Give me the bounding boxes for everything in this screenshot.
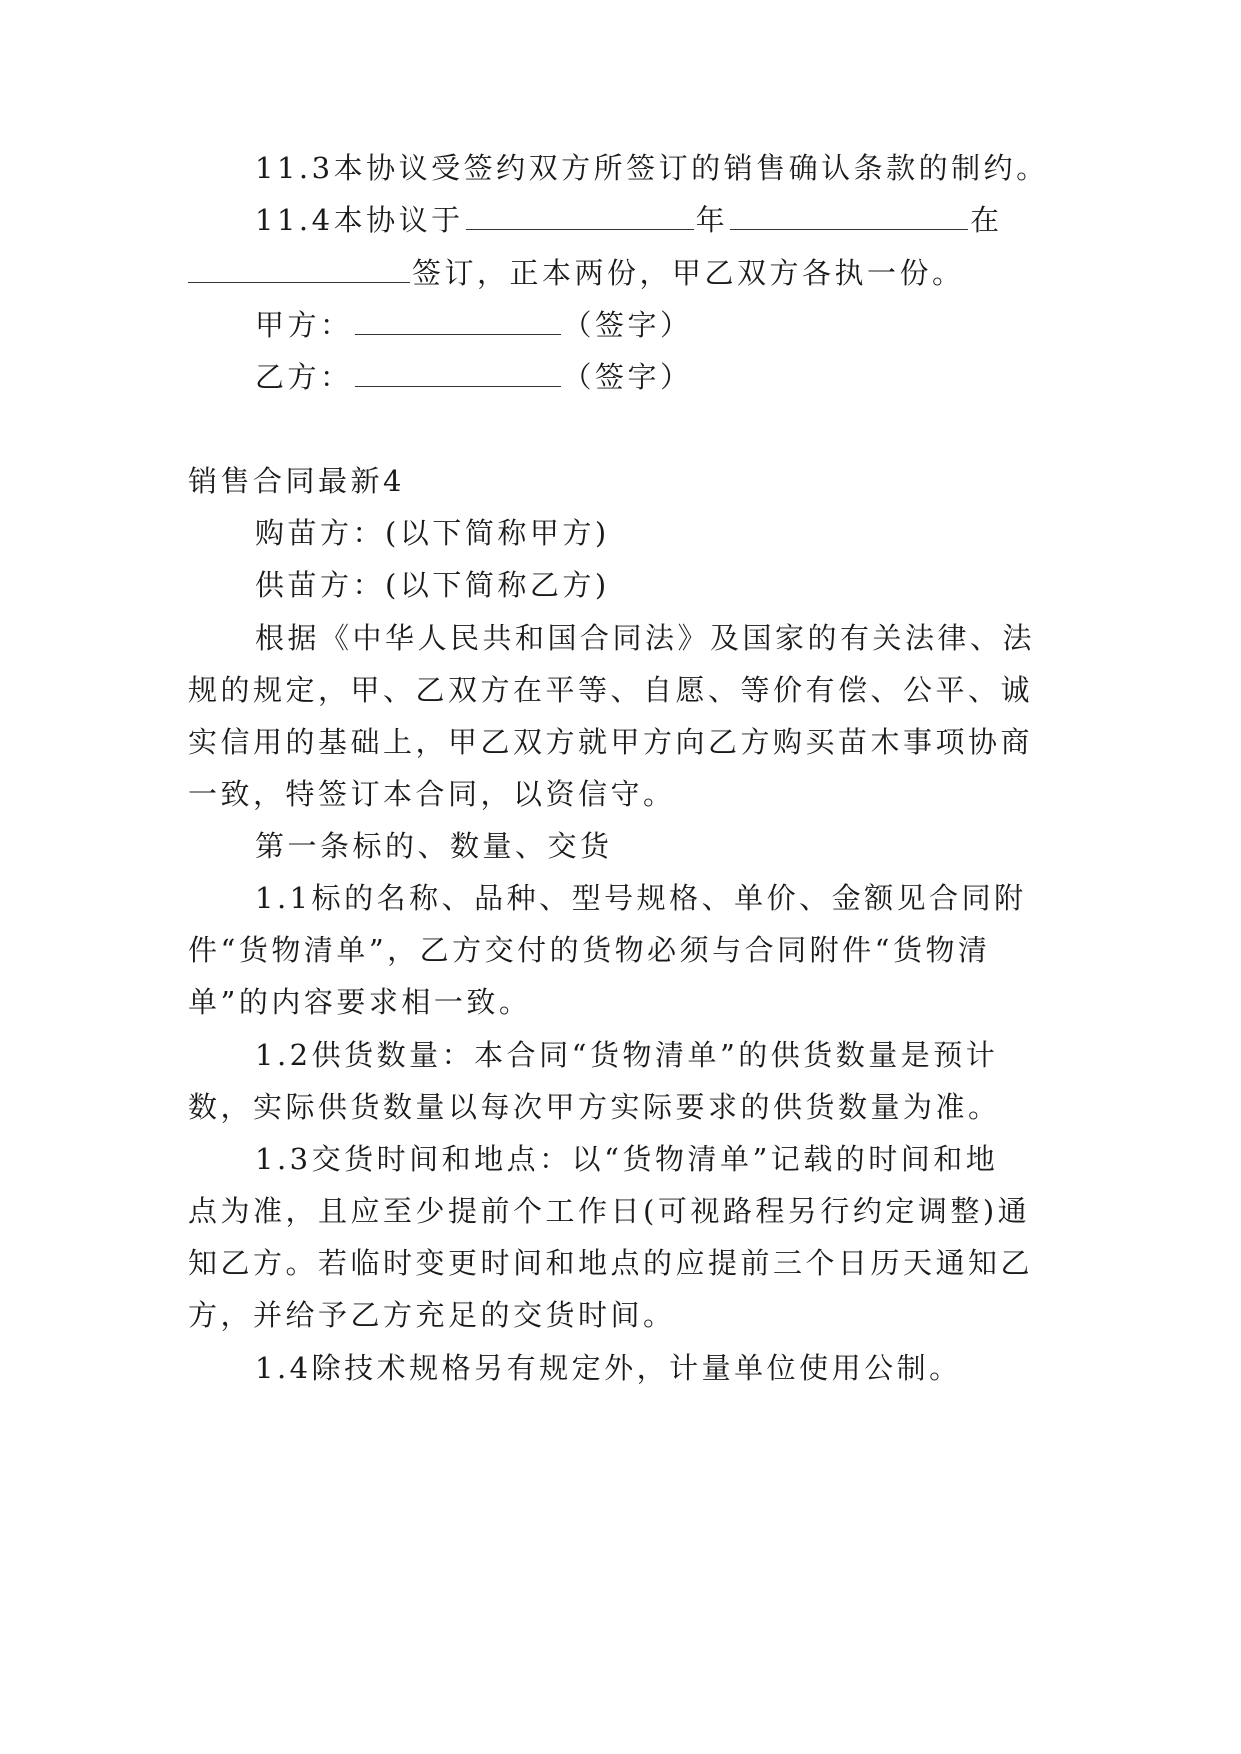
clause-11-4-cont bbox=[188, 253, 965, 293]
place-blank bbox=[188, 256, 410, 283]
clause-1-3-line-2: 点为准，且应至少提前个工作日(可视路程另行约定调整)通 bbox=[188, 1194, 1031, 1228]
supplier-line: 供苗方：(以下简称乙方) bbox=[255, 568, 610, 602]
clause-11-3: 11.3本协议受签约双方所签订的销售确认条款的制约。 bbox=[255, 151, 1049, 185]
party-b-label: 乙方： bbox=[255, 360, 353, 394]
clause-1-3-line-1: 1.3交货时间和地点：以“货物清单”记载的时间和地 bbox=[255, 1142, 999, 1176]
clause-11-4-prefix: 11.4本协议于 bbox=[255, 203, 464, 237]
party-b-sign-hint: （签字） bbox=[562, 360, 693, 394]
date-blank bbox=[730, 203, 968, 230]
party-a-label: 甲方： bbox=[255, 308, 353, 342]
clause-1-2-line-2: 数，实际供货数量以每次甲方实际要求的供货数量为准。 bbox=[188, 1090, 1001, 1124]
party-b-signature bbox=[255, 357, 693, 397]
year-blank bbox=[466, 203, 694, 230]
clause-1-3-line-4: 方，并给予乙方充足的交货时间。 bbox=[188, 1298, 676, 1332]
clause-1-1-line-3: 单”的内容要求相一致。 bbox=[188, 985, 532, 1019]
clause-11-4-cont-text: 签订，正本两份，甲乙双方各执一份。 bbox=[412, 256, 965, 290]
section-title: 销售合同最新4 bbox=[188, 464, 405, 498]
clause-1-1-line-2: 件“货物清单”，乙方交付的货物必须与合同附件“货物清 bbox=[188, 933, 991, 967]
article-1-heading: 第一条标的、数量、交货 bbox=[255, 829, 613, 863]
place-label: 在 bbox=[970, 203, 1003, 237]
clause-11-4 bbox=[255, 200, 1003, 240]
clause-1-1-line-1: 1.1标的名称、品种、型号规格、单价、金额见合同附 bbox=[255, 881, 1027, 915]
preamble-line-4: 一致，特签订本合同，以资信守。 bbox=[188, 777, 676, 811]
preamble-line-3: 实信用的基础上，甲乙双方就甲方向乙方购买苗木事项协商 bbox=[188, 725, 1034, 759]
preamble-line-2: 规的规定，甲、乙双方在平等、自愿、等价有偿、公平、诚 bbox=[188, 673, 1034, 707]
party-b-blank bbox=[355, 360, 561, 387]
clause-1-4: 1.4除技术规格另有规定外，计量单位使用公制。 bbox=[255, 1351, 962, 1385]
party-a-sign-hint: （签字） bbox=[562, 308, 693, 342]
clause-1-3-line-3: 知乙方。若临时变更时间和地点的应提前三个日历天通知乙 bbox=[188, 1246, 1034, 1280]
party-a-blank bbox=[355, 308, 561, 335]
clause-1-2-line-1: 1.2供货数量：本合同“货物清单”的供货数量是预计 bbox=[255, 1038, 999, 1072]
preamble-line-1: 根据《中华人民共和国合同法》及国家的有关法律、法 bbox=[255, 621, 1036, 655]
party-a-signature bbox=[255, 305, 693, 345]
year-label: 年 bbox=[695, 203, 729, 237]
buyer-line: 购苗方：(以下简称甲方) bbox=[255, 516, 610, 550]
